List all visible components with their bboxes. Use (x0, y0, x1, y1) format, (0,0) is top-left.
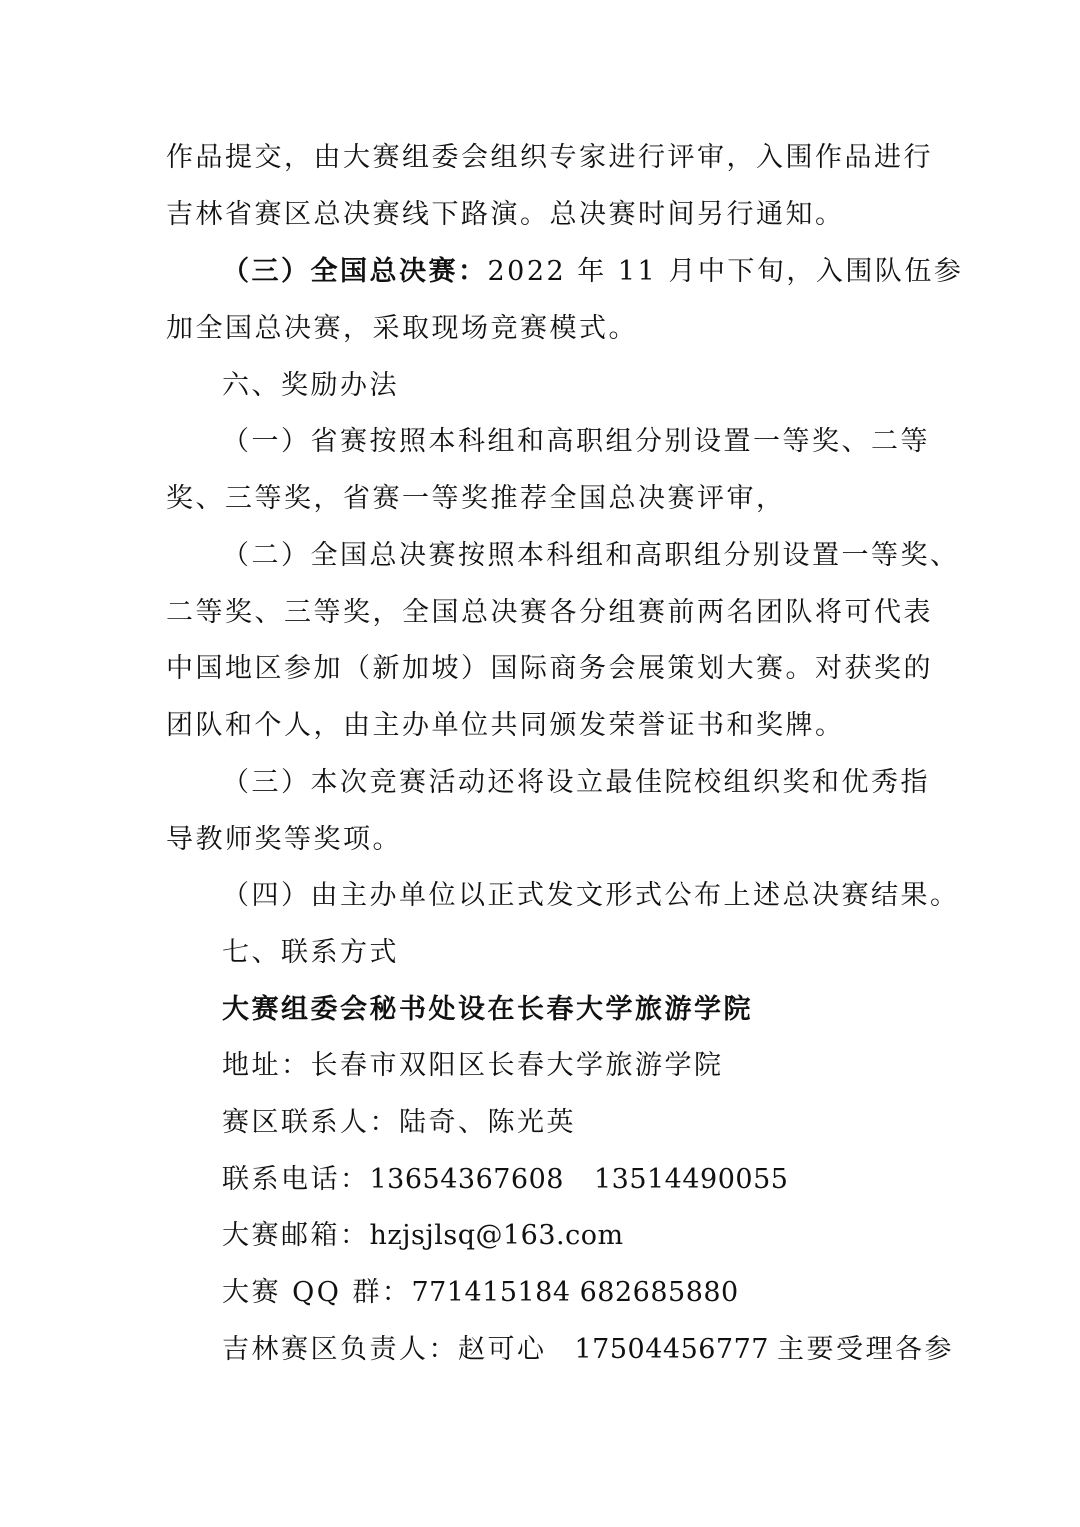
section-title-contact: 七、联系方式 (222, 937, 399, 968)
section-title-awards: 六、奖励办法 (222, 370, 399, 401)
address-label: 地址： (222, 1050, 311, 1081)
contact-person-label: 赛区联系人： (222, 1107, 399, 1138)
paragraph-line: （四）由主办单位以正式发文形式公布上述总决赛结果。 (222, 880, 960, 911)
paragraph-line: 导教师奖等奖项。 (166, 824, 402, 855)
paragraph-line: 吉林省赛区总决赛线下路演。总决赛时间另行通知。 (166, 199, 845, 230)
subheading-national-final: （三）全国总决赛： (222, 256, 488, 287)
paragraph-line: （一）省赛按照本科组和高职组分别设置一等奖、二等 (222, 426, 930, 457)
paragraph-line: （三）本次竞赛活动还将设立最佳院校组织奖和优秀指 (222, 767, 930, 798)
paragraph-text: 2022 年 11 月中下旬，入围队伍参 (487, 256, 964, 287)
paragraph-line (222, 252, 964, 292)
address-value: 长春市双阳区长春大学旅游学院 (310, 1050, 724, 1081)
secretariat-line: 大赛组委会秘书处设在长春大学旅游学院 (222, 994, 753, 1025)
paragraph-line: 二等奖、三等奖，全国总决赛各分组赛前两名团队将可代表 (166, 597, 933, 628)
paragraph-line: （二）全国总决赛按照本科组和高职组分别设置一等奖、 (222, 540, 960, 571)
leader-duty: 主要受理各参 (776, 1334, 954, 1365)
phone-number: 13654367608 (369, 1164, 564, 1195)
qq-group-line (222, 1273, 916, 1313)
address-line (222, 1046, 916, 1086)
paragraph-line: 加全国总决赛，采取现场竞赛模式。 (166, 313, 638, 344)
qq-group-numbers: 771415184 682685880 (411, 1277, 739, 1308)
phone-number: 13514490055 (593, 1164, 789, 1195)
phone-line (222, 1160, 916, 1200)
paragraph-line: 中国地区参加（新加坡）国际商务会展策划大赛。对获奖的 (166, 653, 933, 684)
contact-person-value: 陆奇、陈光英 (399, 1107, 576, 1138)
paragraph-line: 奖、三等奖，省赛一等奖推荐全国总决赛评审， (166, 483, 786, 514)
email-label: 大赛邮箱： (222, 1220, 370, 1251)
email-line (222, 1216, 916, 1256)
email-address: hzjsjlsq@163.com (369, 1220, 624, 1251)
leader-line (222, 1330, 954, 1370)
qq-group-label: 大赛 QQ 群： (222, 1277, 412, 1308)
leader-phone: 17504456777 (574, 1334, 769, 1365)
leader-name: 赵可心 (458, 1334, 547, 1365)
paragraph-line: 作品提交，由大赛组委会组织专家进行评审，入围作品进行 (166, 142, 933, 173)
contact-person-line (222, 1103, 916, 1143)
leader-label: 吉林赛区负责人： (222, 1334, 458, 1365)
phone-label: 联系电话： (222, 1164, 370, 1195)
paragraph-line: 团队和个人，由主办单位共同颁发荣誉证书和奖牌。 (166, 710, 845, 741)
